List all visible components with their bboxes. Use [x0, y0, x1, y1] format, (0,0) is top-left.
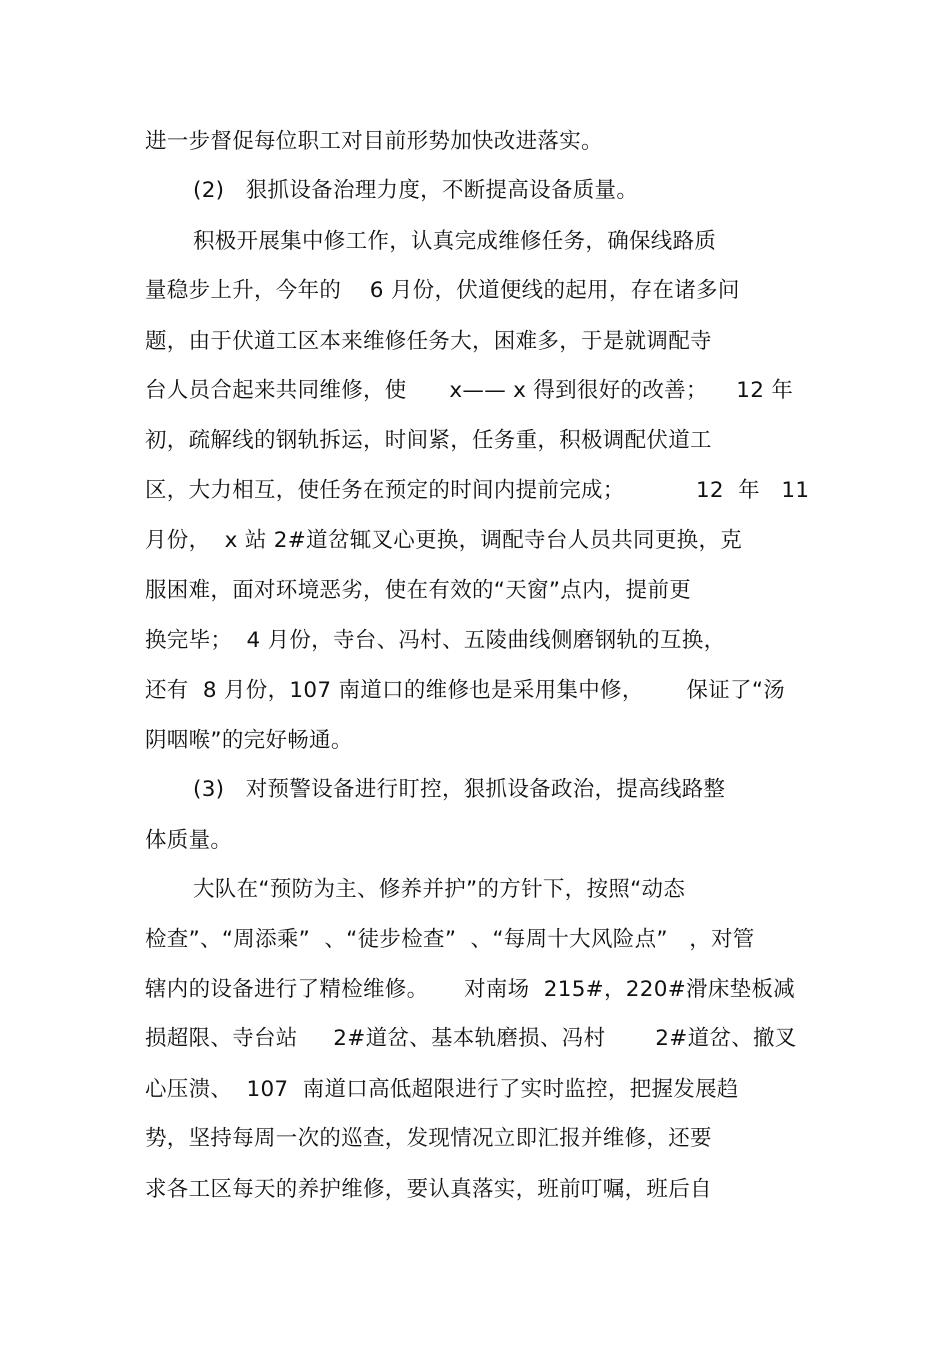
text-line: 势，坚持每周一次的巡查，发现情况立即汇报并维修，还要 [145, 1126, 712, 1151]
text-line: 题，由于伏道工区本来维修任务大，困难多，于是就调配寺 [145, 329, 712, 354]
text-line: 区，大力相互，使任务在预定的时间内提前完成； 12 年 11 [145, 478, 810, 503]
text-line: 损超限、寺台站 2#道岔、基本轨磨损、冯村 2#道岔、撤叉 [145, 1026, 797, 1051]
text-line: 辖内的设备进行了精检维修。 对南场 215#，220#滑床垫板减 [145, 977, 796, 1002]
section-heading: (2) 狠抓设备治理力度，不断提高设备质量。 [193, 178, 639, 203]
text-line: 大队在“预防为主、修养并护”的方针下，按照“动态 [193, 877, 686, 902]
text-line: 阴咽喉”的完好畅通。 [145, 728, 353, 753]
section-heading: (3) 对预警设备进行盯控，狠抓设备政治，提高线路整 [193, 777, 726, 802]
text-line: 求各工区每天的养护维修，要认真落实，班前叮嘱，班后自 [145, 1177, 712, 1202]
text-line: 心压溃、 107 南道口高低超限进行了实时监控，把握发展趋 [145, 1077, 739, 1102]
text-line: 服困难，面对环境恶劣，使在有效的“天窗”点内，提前更 [145, 578, 692, 603]
text-line: 检查”、“周添乘” 、“徒步检查” 、“每周十大风险点” ，对管 [145, 927, 755, 952]
text-line: 还有 8 月份，107 南道口的维修也是采用集中修， 保证了“汤 [145, 678, 786, 703]
text-line: 积极开展集中修工作，认真完成维修任务，确保线路质 [193, 229, 717, 254]
text-line: 换完毕； 4 月份，寺台、冯村、五陵曲线侧磨钢轨的互换， [145, 628, 726, 653]
text-line: 台人员合起来共同维修，使 x—— x 得到很好的改善； 12 年 [145, 378, 794, 403]
text-line: 初，疏解线的钢轨拆运，时间紧，任务重，积极调配伏道工 [145, 428, 712, 453]
text-line: 体质量。 [145, 828, 233, 853]
text-line: 进一步督促每位职工对目前形势加快改进落实。 [145, 129, 603, 154]
text-line: 月份， x 站 2#道岔辄叉心更换，调配寺台人员共同更换，克 [145, 528, 743, 553]
text-line: 量稳步上升，今年的 6 月份，伏道便线的起用，存在诸多问 [145, 278, 740, 303]
